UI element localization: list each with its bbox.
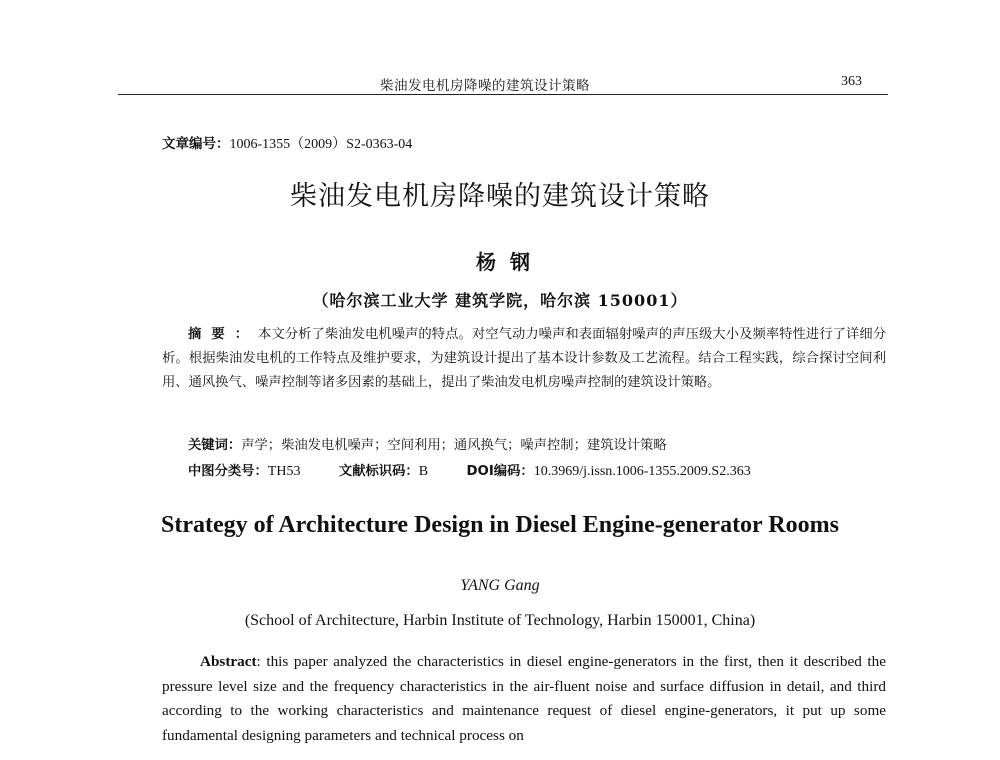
chinese-abstract-text: 本文分析了柴油发电机噪声的特点。对空气动力噪声和表面辐射噪声的声压级大小及频率特性进行了详细分析。根据柴油发电机的工作特点及维护要求，为建筑设计提出了基本设计参数及工艺流程。结合工程实践，综合探讨空间利用、通风换气、噪声控制等诸多因素的基础上，提出了柴油发电机房噪声控制的建筑设计策略。 xyxy=(162,327,887,390)
english-abstract xyxy=(162,650,886,748)
english-abstract-text: : this paper analyzed the characteristics in diesel engine-generators in the first, then it described the pressure level size and the frequency characteristics in the air-fluent noise and surface diffusion in detail, and third according to the working characteristics and maintenance request of diesel engine-generators, it put up some fundamental designing parameters and technical process on xyxy=(162,653,886,744)
chinese-abstract xyxy=(162,323,886,395)
running-header xyxy=(118,74,888,95)
chinese-abstract-label: 摘要： xyxy=(188,327,259,342)
keywords-label: 关键词： xyxy=(188,438,242,453)
chinese-keywords xyxy=(188,434,667,453)
article-number-label: 文章编号： xyxy=(162,136,230,152)
doi-label: DOI编码： xyxy=(466,464,534,479)
page-number: 363 xyxy=(841,74,862,89)
clc-value: TH53 xyxy=(267,464,301,479)
chinese-affiliation: （哈尔滨工业大学 建筑学院，哈尔滨 150001） xyxy=(312,291,688,310)
article-number-value: 1006-1355（2009）S2-0363-04 xyxy=(229,137,413,152)
doc-code-value: B xyxy=(418,464,429,479)
english-author: YANG Gang xyxy=(460,577,540,594)
english-title: Strategy of Architecture Design in Diesel Engine-generator Rooms xyxy=(161,512,839,538)
chinese-author: 杨钢 xyxy=(476,250,544,274)
english-abstract-label: Abstract xyxy=(200,653,257,670)
clc-label: 中图分类号： xyxy=(188,464,268,479)
keywords-text: 声学；柴油发电机噪声；空间利用；通风换气；噪声控制；建筑设计策略 xyxy=(241,438,667,453)
running-title: 柴油发电机房降噪的建筑设计策略 xyxy=(380,78,590,94)
doc-code-label: 文献标识码： xyxy=(338,464,419,479)
chinese-title: 柴油发电机房降噪的建筑设计策略 xyxy=(290,181,710,212)
classification-line xyxy=(188,460,751,480)
article-number xyxy=(162,132,412,153)
doi-value: 10.3969/j.issn.1006-1355.2009.S2.363 xyxy=(533,464,751,479)
english-affiliation: (School of Architecture, Harbin Institute of Technology, Harbin 150001, China) xyxy=(244,612,756,629)
